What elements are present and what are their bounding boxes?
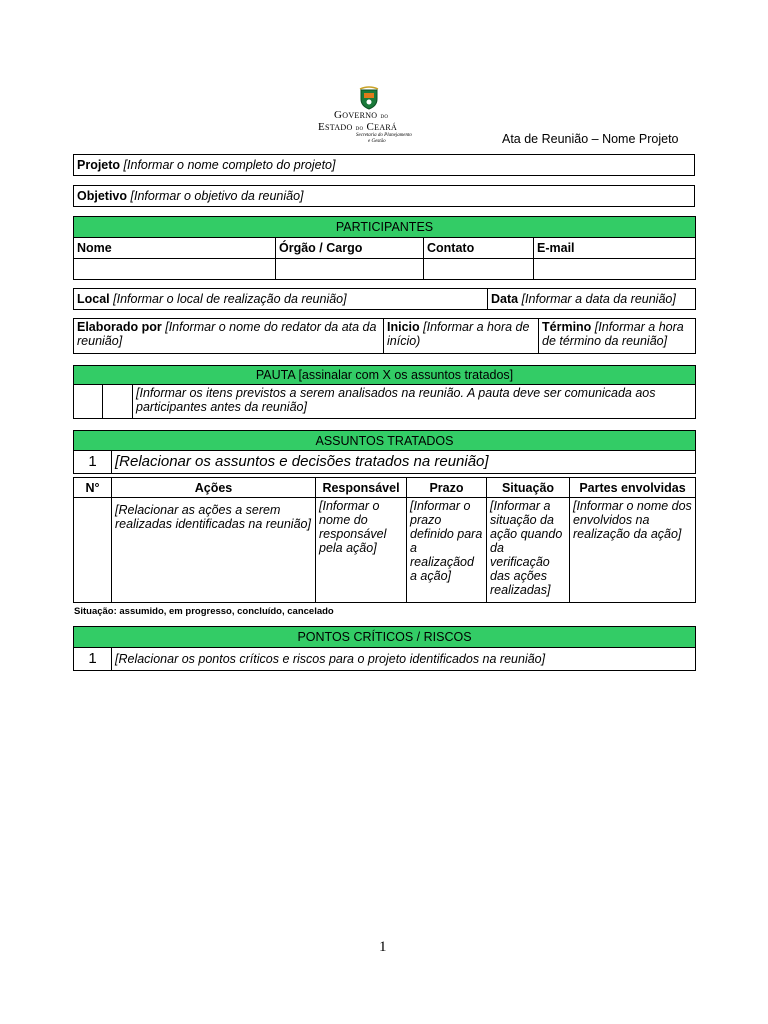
acao-descricao[interactable]: [Relacionar as ações a serem realizadas identificadas na reunião] (112, 498, 316, 603)
elaborado-field[interactable] (74, 319, 384, 354)
local-label: Local (77, 292, 110, 306)
elaborado-value: [Informar o nome do redator da ata da reunião] (77, 320, 377, 348)
col-acoes: Ações (112, 478, 316, 498)
objetivo-field[interactable] (74, 186, 695, 207)
logo-line2-end: Ceará (366, 121, 398, 133)
local-data-table (73, 288, 696, 310)
logo-line4: e Gestão (368, 139, 386, 144)
pauta-table (73, 365, 696, 419)
objetivo-label: Objetivo (77, 189, 128, 203)
pauta-item[interactable]: [Informar os itens previstos a serem analisados na reunião. A pauta deve ser comunicada aos participantes antes da reunião] (133, 385, 696, 419)
pauta-number-cell[interactable] (103, 385, 133, 419)
termino-field[interactable] (539, 319, 696, 354)
data-label: Data (491, 292, 519, 306)
logo-line2-small: do (355, 124, 364, 132)
logo-line2: Estado (318, 121, 353, 133)
projeto-label: Projeto (77, 158, 121, 172)
acao-responsavel[interactable]: [Informar o nome do responsável pela ação] (316, 498, 407, 603)
participantes-header: PARTICIPANTES (74, 217, 696, 238)
participantes-table (73, 216, 696, 280)
col-numero: N° (74, 478, 112, 498)
elaborado-table (73, 318, 696, 354)
logo-line1-small: do (380, 112, 389, 120)
data-value: [Informar a data da reunião] (521, 292, 676, 306)
local-value: [Informar o local de realização da reunião] (113, 292, 347, 306)
termino-label: Término (542, 320, 592, 334)
acao-prazo[interactable]: [Informar o prazo definido para a realizaçãod a ação] (407, 498, 487, 603)
pauta-header: PAUTA [assinalar com X os assuntos tratados] (74, 366, 696, 385)
local-field[interactable] (74, 289, 488, 310)
col-responsavel: Responsável (316, 478, 407, 498)
assuntos-table (73, 430, 696, 474)
participante-orgao-cell[interactable] (276, 259, 424, 280)
pauta-check-cell[interactable] (74, 385, 103, 419)
pontos-header: PONTOS CRÍTICOS / RISCOS (74, 627, 696, 648)
coat-of-arms-icon (358, 86, 380, 110)
inicio-label: Inicio (387, 320, 420, 334)
assunto-number: 1 (74, 451, 112, 474)
acao-situacao[interactable]: [Informar a situação da ação quando da verificação das ações realizadas] (487, 498, 570, 603)
col-contato: Contato (424, 238, 534, 259)
ponto-item[interactable]: [Relacionar os pontos críticos e riscos para o projeto identificados na reunião] (112, 648, 696, 671)
participante-email-cell[interactable] (534, 259, 696, 280)
pontos-table (73, 626, 696, 671)
objetivo-table (73, 185, 695, 207)
participante-nome-cell[interactable] (74, 259, 276, 280)
page-number: 1 (379, 939, 387, 955)
col-prazo: Prazo (407, 478, 487, 498)
col-email: E-mail (534, 238, 696, 259)
acoes-table (73, 477, 696, 603)
col-situacao: Situação (487, 478, 570, 498)
logo-line1: Governo (334, 109, 378, 121)
logo-line3: Secretaria do Planejamento (356, 133, 412, 138)
data-field[interactable] (488, 289, 696, 310)
document-title: Ata de Reunião – Nome Projeto (502, 132, 679, 146)
projeto-value: [Informar o nome completo do projeto] (123, 158, 336, 172)
inicio-field[interactable] (384, 319, 539, 354)
ponto-number: 1 (74, 648, 112, 671)
col-nome: Nome (74, 238, 276, 259)
elaborado-label: Elaborado por (77, 320, 162, 334)
assunto-item[interactable]: [Relacionar os assuntos e decisões tratados na reunião] (112, 451, 696, 474)
col-orgao-cargo: Órgão / Cargo (276, 238, 424, 259)
assuntos-header: ASSUNTOS TRATADOS (74, 431, 696, 451)
acao-partes[interactable]: [Informar o nome dos envolvidos na realização da ação] (570, 498, 696, 603)
government-logo (316, 86, 422, 144)
inicio-value: [Informar a hora de início) (387, 320, 530, 348)
situacao-note: Situação: assumido, em progresso, concluído, cancelado (74, 606, 334, 617)
acao-numero-cell[interactable] (74, 498, 112, 603)
projeto-table (73, 154, 695, 176)
projeto-field[interactable] (74, 155, 695, 176)
objetivo-value: [Informar o objetivo da reunião] (130, 189, 304, 203)
col-partes: Partes envolvidas (570, 478, 696, 498)
participante-contato-cell[interactable] (424, 259, 534, 280)
termino-value: [Informar a hora de término da reunião] (542, 320, 684, 348)
